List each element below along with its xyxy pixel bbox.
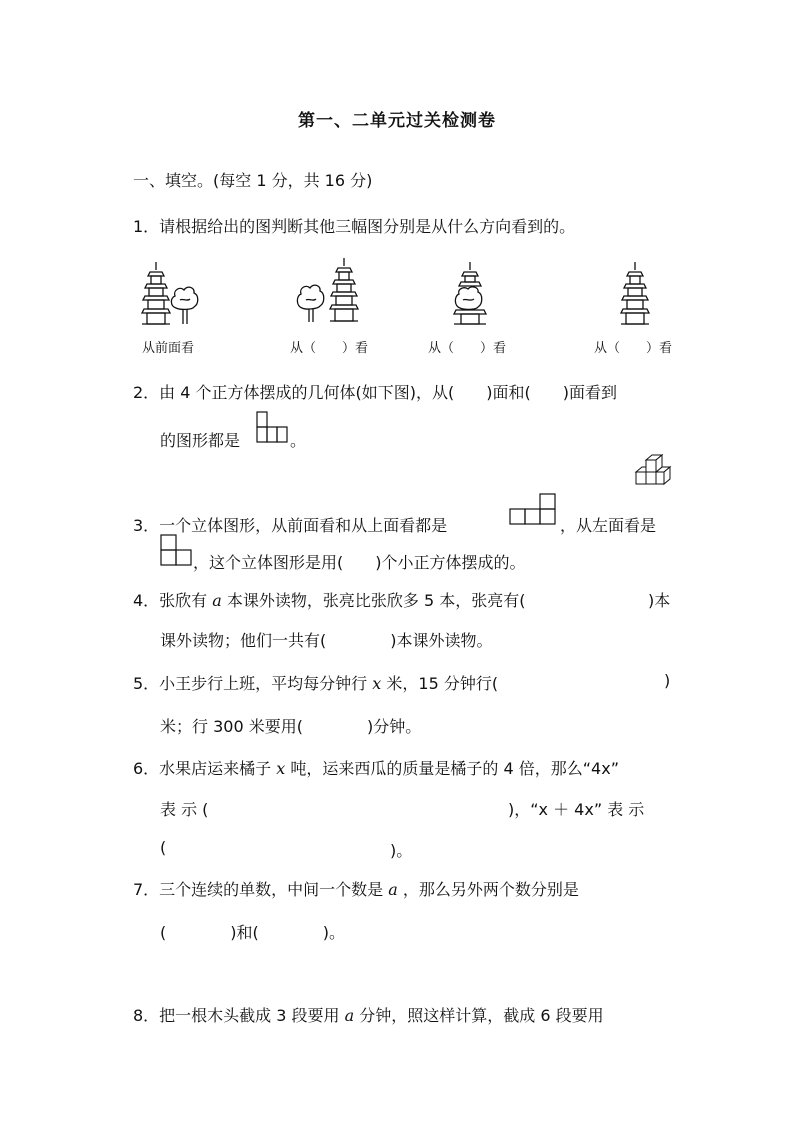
view-4-image [617, 262, 653, 328]
page-title: 第一、二单元过关检测卷 [298, 111, 496, 131]
question-2-line-1: 2．由 4 个正方体摆成的几何体(如下图)，从( )面和( )面看到 [133, 383, 617, 402]
q4-text-c: )本 [648, 591, 671, 610]
question-2-line-2a: 的图形都是 [160, 431, 241, 450]
q6-line-3b: )。 [390, 841, 413, 860]
q5-text-b: 米，15 分钟行( [386, 674, 499, 693]
question-3-line-1b: ，从左面看是 [560, 516, 657, 535]
view-2-image [296, 258, 366, 324]
q8-text-a: 8．把一根木头截成 3 段要用 [133, 1006, 340, 1025]
q6-line-2b: )，“x ＋ 4x” 表 示 [508, 800, 645, 819]
question-8-line-1 [133, 1003, 604, 1026]
q4-text-b: 本课外读物，张亮比张欣多 5 本，张亮有( [226, 591, 526, 610]
view-front-image [140, 262, 210, 328]
q4-text-a: 4．张欣有 [133, 591, 208, 610]
q6-line-2a: 表 示 ( [160, 800, 209, 819]
q7-text-b: ，那么另外两个数分别是 [402, 880, 579, 899]
q4-variable-a: a [212, 591, 222, 610]
cube-stack-figure [634, 450, 672, 486]
squares-figure-front-icon [509, 493, 559, 525]
question-5-line-1 [133, 671, 498, 694]
q1-caption-1: 从前面看 [142, 341, 195, 356]
question-6-line-1 [133, 756, 619, 779]
q6-variable-x: x [276, 759, 286, 778]
q7-variable-a: a [388, 880, 398, 899]
q1-caption-3: 从（ ）看 [428, 341, 507, 356]
q5-variable-x: x [372, 674, 382, 693]
view-3-image [450, 262, 490, 328]
question-7-line-2: ( )和( )。 [160, 923, 345, 942]
q5-text-c: ) [664, 671, 671, 690]
question-7-line-1 [133, 877, 579, 900]
squares-figure-icon [256, 411, 290, 443]
question-5-line-2: 米；行 300 米要用( )分钟。 [160, 717, 422, 736]
q8-variable-a: a [344, 1006, 355, 1025]
q6-line-3a: ( [160, 838, 167, 857]
q1-caption-4: 从（ ）看 [594, 341, 673, 356]
q5-text-a: 5．小王步行上班，平均每分钟行 [133, 674, 368, 693]
question-4-line-2: 课外读物；他们一共有( )本课外读物。 [160, 631, 493, 650]
question-4-line-1 [133, 588, 526, 611]
question-3-line-1a: 3．一个立体图形，从前面看和从上面看都是 [133, 516, 448, 535]
question-2-line-2b: 。 [290, 431, 307, 450]
question-1-text: 1．请根据给出的图判断其他三幅图分别是从什么方向看到的。 [133, 217, 576, 236]
q7-text-a: 7．三个连续的单数，中间一个数是 [133, 880, 384, 899]
squares-figure-left-icon [160, 534, 194, 566]
section-heading: 一、填空。(每空 1 分，共 16 分) [133, 171, 373, 190]
q1-caption-2: 从（ ）看 [290, 341, 369, 356]
question-3-line-2: ，这个立体图形是用( )个小正方体摆成的。 [193, 553, 526, 572]
q8-text-b: 分钟，照这样计算，截成 6 段要用 [359, 1006, 604, 1025]
q6-text-b: 吨，运来西瓜的质量是橘子的 4 倍，那么“4x” [290, 759, 619, 778]
q6-text-a: 6．水果店运来橘子 [133, 759, 272, 778]
